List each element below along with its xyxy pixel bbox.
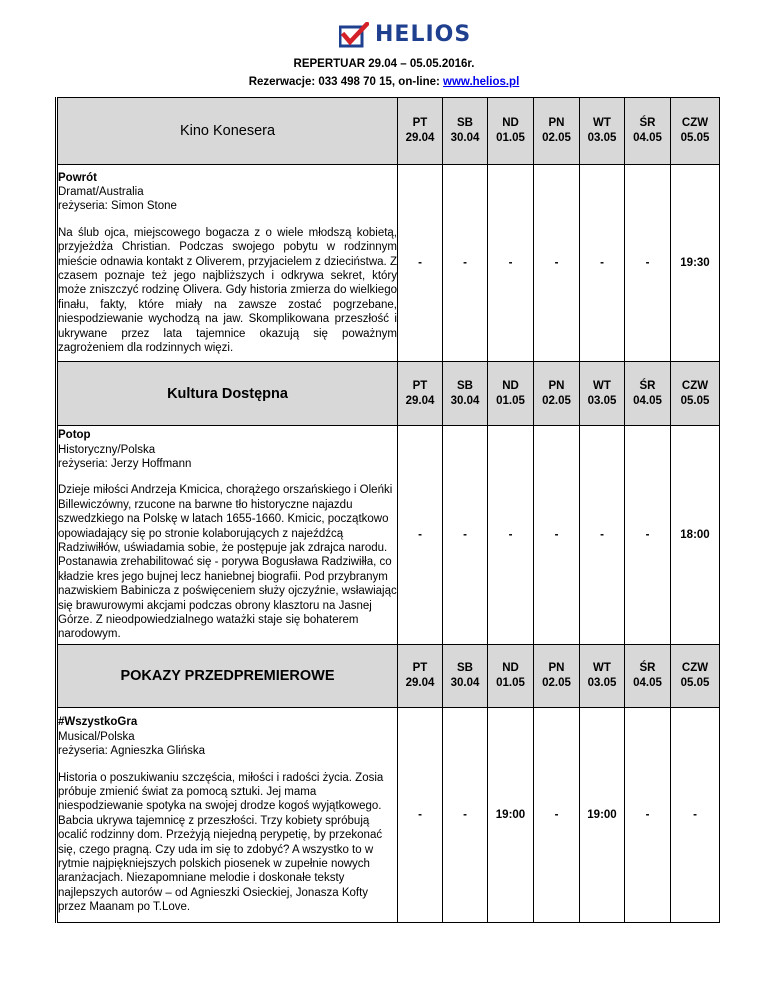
section-name: Kino Konesera [57, 98, 398, 165]
logo-brand-text: HELIOS [375, 22, 472, 47]
showtime-cell: 18:00 [671, 426, 720, 645]
day-header [488, 98, 534, 165]
day-header [443, 98, 488, 165]
showtime-cell: - [398, 426, 443, 645]
day-header [398, 98, 443, 165]
section-name: Kultura Dostępna [57, 362, 398, 426]
day-header [488, 645, 534, 708]
film-director: reżyseria: Simon Stone [58, 200, 177, 213]
helios-checkmark-icon [339, 22, 369, 48]
film-title: #WszystkoGra [58, 716, 138, 729]
showtime-cell: - [534, 426, 580, 645]
showtime-cell: - [580, 426, 625, 645]
date-label: 01.05 [496, 677, 525, 689]
film-title: Potop [58, 429, 91, 442]
day-label: ŚR [639, 117, 656, 129]
showtime-cell: 19:00 [488, 708, 534, 923]
film-genre: Historyczny/Polska [58, 443, 156, 456]
showtime-cell: - [625, 426, 671, 645]
date-label: 03.05 [587, 394, 617, 407]
film-info [57, 708, 398, 923]
day-label: PT [412, 379, 428, 392]
showtime-cell: - [443, 426, 488, 645]
film-description: Dzieje miłości Andrzeja Kmicica, chorążego orszańskiego i Oleńki Billewiczówny, rzucone na barwne tło historyczne najazdu szwedzkiego na Polskę w latach 1655-1660. Kmicic, początkowo opowiadający się po stronie kolaborujących z najeźdźcą Radziwiłłów, uświadamia sobie, że postępuje jak zdrajca narodu. Postanawia zrehabilitować się - porywa Bogusława Radziwiłła, co kładzie kres jego bujnej lecz haniebnej biografii. Pod przybranym nazwiskiem Babinicza z poświęceniem służy ojczyźnie, wsławiając się brawurowymi akcjami podczas obrony klasztoru na Jasnej Górze. Z nieodpowiedzialnego watażki staje się bohaterem narodowym. [58, 484, 397, 641]
film-info [57, 426, 398, 645]
showtime-cell: - [488, 426, 534, 645]
date-label: 30.04 [450, 132, 480, 144]
day-label: SB [457, 379, 473, 392]
day-label: ŚR [639, 379, 656, 392]
date-label: 29.04 [405, 677, 435, 689]
date-label: 03.05 [587, 132, 617, 144]
day-label: ND [502, 379, 519, 392]
day-header [488, 362, 534, 426]
showtime-cell: - [398, 708, 443, 923]
day-header [625, 98, 671, 165]
date-label: 29.04 [405, 394, 435, 407]
showtime-cell: - [671, 708, 720, 923]
showtime-cell: - [398, 165, 443, 362]
film-row [57, 708, 720, 923]
day-header [580, 98, 625, 165]
day-header [580, 362, 625, 426]
day-label: WT [593, 379, 611, 392]
section-header-row [57, 645, 720, 708]
showtime-cell: - [488, 165, 534, 362]
date-label: 04.05 [633, 132, 662, 144]
day-header [398, 645, 443, 708]
date-label: 29.04 [405, 132, 435, 144]
date-label: 02.05 [542, 394, 571, 407]
date-label: 03.05 [587, 677, 617, 689]
showtime-cell: - [443, 708, 488, 923]
date-label: 30.04 [450, 677, 480, 689]
film-description: Na ślub ojca, miejscowego bogacza z o wiele młodszą kobietą, przyjeżdża Christian. Podczas swojego pobytu w rodzinnym mieście odnawia kontakt z Oliverem, przyjacielem z dzieciństwa. Z czasem poznaje też jego najbliższych i odkrywa sekret, który może zniszczyć rodzinę Olivera. Gdy historia zmierza do wielkiego finału, fakty, które miały na zawsze zostać pogrzebane, niespodziewanie wychodzą na jaw. Skomplikowana przeszłość i ukrywane przez lata tajemnice okazują się poważnym zagrożeniem dla rodzinnych więzi. [58, 226, 397, 355]
day-label: ND [502, 117, 519, 129]
repertoire-table [55, 97, 720, 923]
day-label: WT [593, 117, 611, 129]
film-director: reżyseria: Jerzy Hoffmann [58, 457, 192, 470]
helios-link[interactable]: www.helios.pl [443, 76, 520, 88]
date-label: 05.05 [680, 677, 710, 689]
day-label: PT [412, 662, 428, 674]
day-header [625, 362, 671, 426]
day-header [625, 645, 671, 708]
section-header-row [57, 362, 720, 426]
showtime-cell: 19:30 [671, 165, 720, 362]
date-label: 05.05 [680, 394, 710, 407]
section-name: POKAZY PRZEDPREMIEROWE [57, 645, 398, 708]
day-header [580, 645, 625, 708]
day-label: PN [548, 117, 565, 129]
day-header [443, 362, 488, 426]
reservation-line [0, 76, 768, 88]
showtime-cell: - [534, 708, 580, 923]
date-label: 04.05 [633, 394, 662, 407]
day-label: CZW [681, 379, 709, 392]
day-label: CZW [681, 117, 709, 129]
day-header [671, 645, 720, 708]
day-label: ND [502, 662, 519, 674]
date-label: 02.05 [542, 677, 571, 689]
day-header [534, 362, 580, 426]
helios-logo [339, 22, 471, 48]
date-label: 02.05 [542, 132, 571, 144]
film-row [57, 426, 720, 645]
day-header [534, 98, 580, 165]
showtime-cell: - [625, 708, 671, 923]
day-label: ŚR [639, 662, 656, 674]
date-label: 01.05 [496, 394, 525, 407]
film-director: reżyseria: Agnieszka Glińska [58, 745, 206, 758]
showtime-cell: - [443, 165, 488, 362]
showtime-cell: - [625, 165, 671, 362]
date-label: 05.05 [680, 132, 710, 144]
showtime-cell: - [534, 165, 580, 362]
day-label: PT [412, 117, 428, 129]
section-header-row [57, 98, 720, 165]
day-label: PN [548, 662, 565, 674]
film-genre: Musical/Polska [58, 730, 135, 743]
day-label: PN [548, 379, 565, 392]
reservation-text: Rezerwacje: 033 498 70 15, on-line: [248, 76, 444, 88]
day-header [443, 645, 488, 708]
date-label: 30.04 [450, 394, 480, 407]
day-header [398, 362, 443, 426]
film-info [57, 165, 398, 362]
film-title: Powrót [58, 171, 97, 184]
showtime-cell: - [580, 165, 625, 362]
film-row [57, 165, 720, 362]
day-label: SB [457, 662, 473, 674]
repertoire-title: REPERTUAR 29.04 – 05.05.2016r. [293, 58, 475, 70]
date-label: 04.05 [633, 677, 662, 689]
film-description: Historia o poszukiwaniu szczęścia, miłości i radości życia. Zosia próbuje zmienić świat za pomocą sztuki. Jej mama niespodziewanie spotyka na swojej drodze kogoś wyjątkowego. Babcia ukrywa tajemnicę z przeszłości. Trzy kobiety spróbują ocalić rodzinny dom. Przeżyją niejedną perypetię, by przekonać się, czego pragną. Czy uda im się to zdobyć? A wszystko to w rytmie najpiękniejszych polskich piosenek w zupełnie nowych aranżacjach. Niezapomniane melodie i doskonałe teksty najlepszych autorów – od Agnieszki Osieckiej, Jonasza Kofty przez Maanam po T.Love. [58, 771, 384, 914]
film-genre: Dramat/Australia [58, 185, 144, 198]
day-label: WT [593, 662, 611, 674]
showtime-cell: 19:00 [580, 708, 625, 923]
day-header [671, 362, 720, 426]
day-header [534, 645, 580, 708]
day-header [671, 98, 720, 165]
day-label: SB [457, 117, 473, 129]
day-label: CZW [681, 662, 709, 674]
date-label: 01.05 [496, 132, 525, 144]
